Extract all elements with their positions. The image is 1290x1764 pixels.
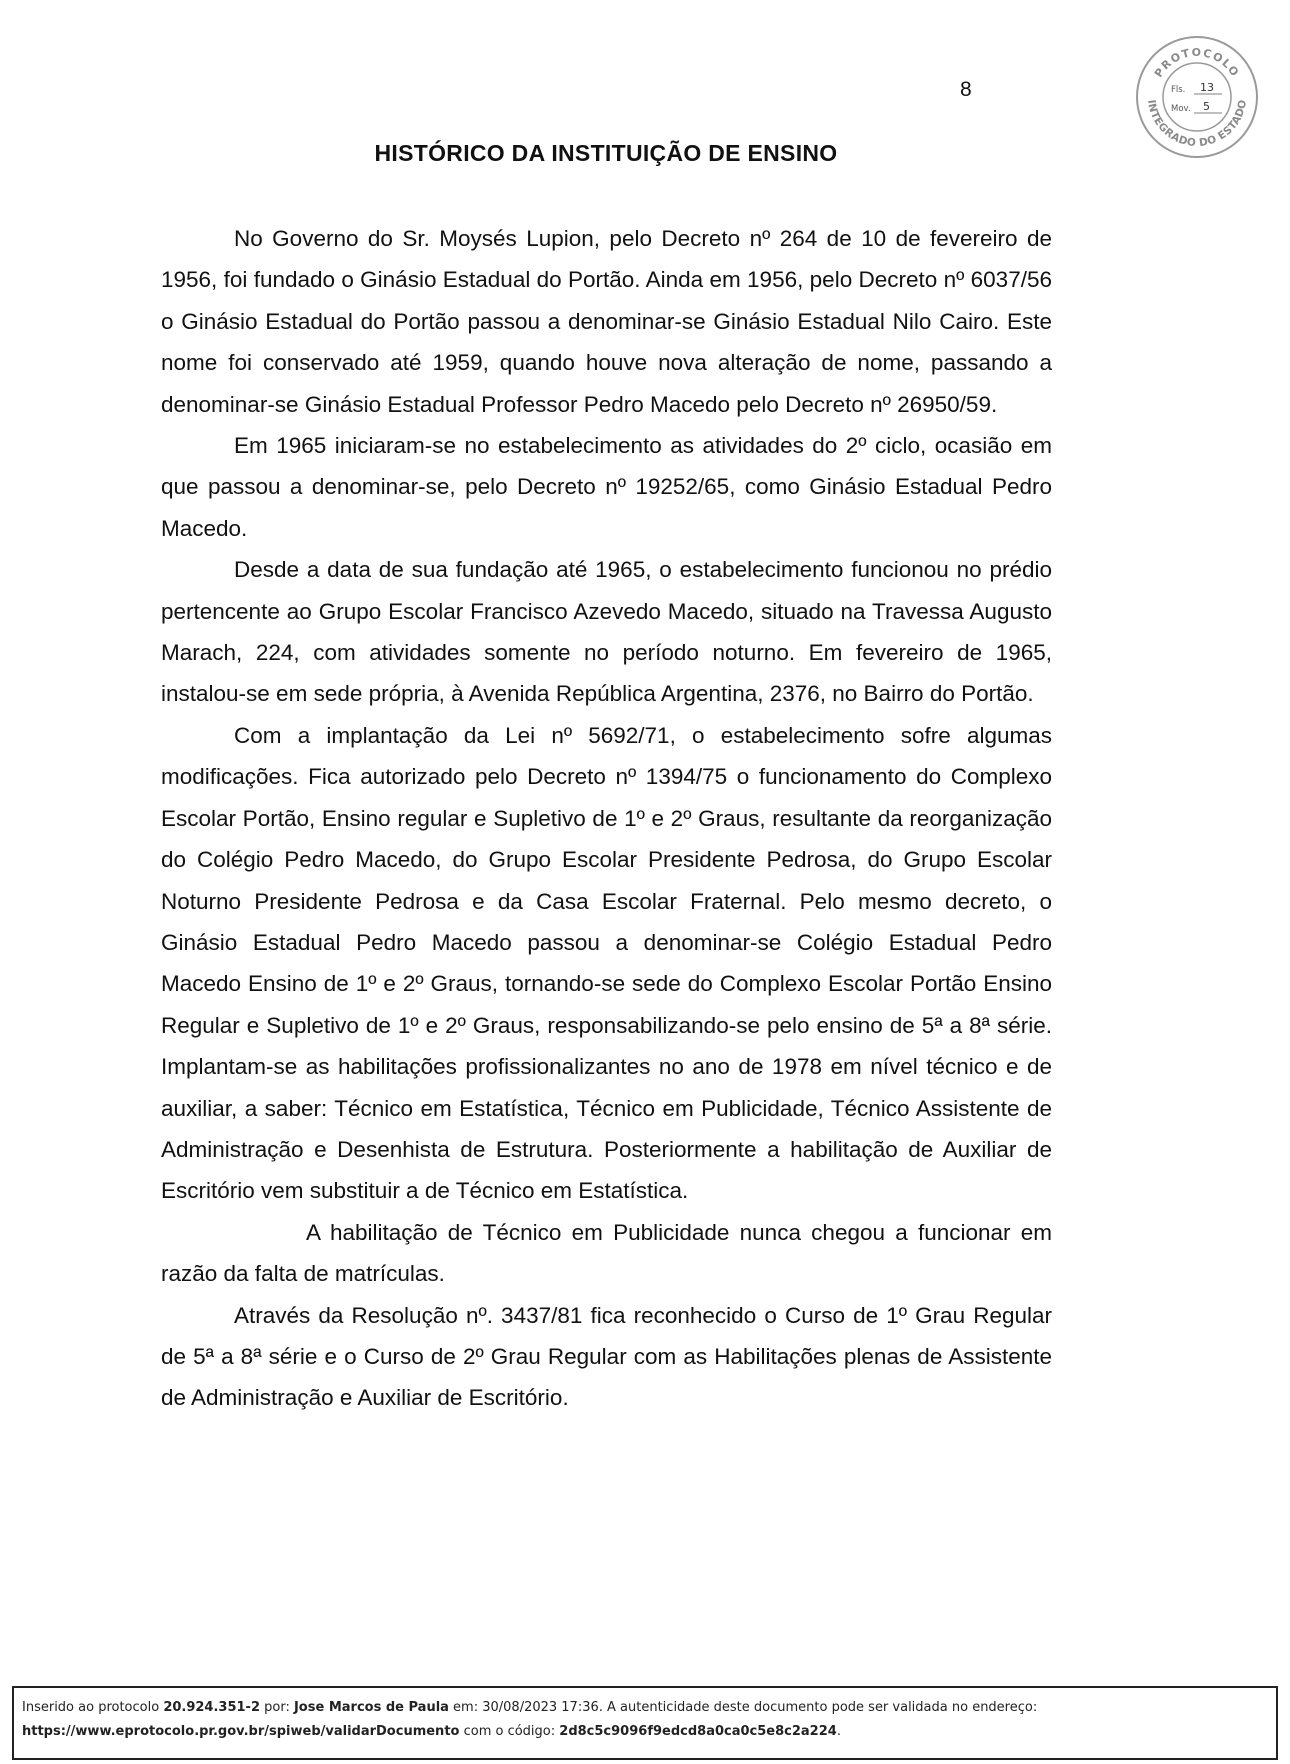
- footer-validation-code: 2d8c5c9096f9edcd8a0ca0c5e8c2a224: [559, 1724, 837, 1739]
- footer-line-2: [22, 1720, 1268, 1744]
- footer-por: por:: [260, 1700, 294, 1715]
- stamp-fls-value: 13: [1200, 81, 1214, 94]
- paragraph: Desde a data de sua fundação até 1965, o estabelecimento funcionou no prédio pertencente ao Grupo Escolar Francisco Azevedo Macedo, situado na Travessa Augusto Marach, 224, com atividades somente no período noturno. Em fevereiro de 1965, instalou-se em sede própria, à Avenida República Argentina, 2376, no Bairro do Portão.: [161, 557, 1052, 707]
- paragraph: No Governo do Sr. Moysés Lupion, pelo Decreto nº 264 de 10 de fevereiro de 1956, foi fundado o Ginásio Estadual do Portão. Ainda em 1956, pelo Decreto nº 6037/56 o Ginásio Estadual do Portão passou a denominar-se Ginásio Estadual Nilo Cairo. Este nome foi conservado até 1959, quando houve nova alteração de nome, passando a denominar-se Ginásio Estadual Professor Pedro Macedo pelo Decreto nº 26950/59.: [161, 226, 1052, 417]
- stamp-mov-value: 5: [1203, 100, 1210, 113]
- authenticity-footer: [12, 1686, 1278, 1760]
- footer-validation-url[interactable]: https://www.eprotocolo.pr.gov.br/spiweb/validarDocumento: [22, 1724, 460, 1739]
- stamp-fls-label: Fls.: [1171, 85, 1186, 95]
- footer-code-label: com o código:: [459, 1724, 560, 1739]
- stamp-bottom-text: INTEGRADO DO ESTADO: [1145, 98, 1250, 150]
- footer-date-text: em: 30/08/2023 17:36. A autenticidade deste documento pode ser validada no endereço:: [448, 1700, 1038, 1715]
- paragraph: Através da Resolução nº. 3437/81 fica reconhecido o Curso de 1º Grau Regular de 5ª a 8ª série e o Curso de 2º Grau Regular com as Habilitações plenas de Assistente de Administração e Auxiliar de Escritório.: [161, 1302, 1052, 1411]
- page-number: 8: [960, 78, 972, 101]
- document-body: [161, 218, 1052, 1419]
- footer-protocol-number: 20.924.351-2: [163, 1700, 260, 1715]
- footer-line-1: [22, 1696, 1268, 1720]
- stamp-top-text: PROTOCOLO: [1152, 46, 1242, 80]
- footer-author: Jose Marcos de Paula: [293, 1700, 449, 1715]
- stamp-mov-label: Mov.: [1171, 104, 1191, 114]
- footer-prefix: Inserido ao protocolo: [22, 1700, 164, 1715]
- paragraph: A habilitação de Técnico em Publicidade nunca chegou a funcionar em razão da falta de matrículas.: [161, 1219, 1052, 1287]
- footer-end: .: [836, 1724, 841, 1739]
- page-title: HISTÓRICO DA INSTITUIÇÃO DE ENSINO: [374, 140, 838, 166]
- paragraph: Com a implantação da Lei nº 5692/71, o estabelecimento sofre algumas modificações. Fica autorizado pelo Decreto nº 1394/75 o funcionamento do Complexo Escolar Portão, Ensino regular e Supletivo de 1º e 2º Graus, resultante da reorganização do Colégio Pedro Macedo, do Grupo Escolar Presidente Pedrosa, do Grupo Escolar Noturno Presidente Pedrosa e da Casa Escolar Fraternal. Pelo mesmo decreto, o Ginásio Estadual Pedro Macedo passou a denominar-se Colégio Estadual Pedro Macedo Ensino de 1º e 2º Graus, tornando-se sede do Complexo Escolar Portão Ensino Regular e Supletivo de 1º e 2º Graus, responsabilizando-se pelo ensino de 5ª a 8ª série. Implantam-se as habilitações profissionalizantes no ano de 1978 em nível técnico e de auxiliar, a saber: Técnico em Estatística, Técnico em Publicidade, Técnico Assistente de Administração e Desenhista de Estrutura. Posteriormente a habilitação de Auxiliar de Escritório vem substituir a de Técnico em Estatística.: [161, 722, 1052, 1204]
- paragraph: Em 1965 iniciaram-se no estabelecimento as atividades do 2º ciclo, ocasião em que passou a denominar-se, pelo Decreto nº 19252/65, como Ginásio Estadual Pedro Macedo.: [161, 433, 1052, 541]
